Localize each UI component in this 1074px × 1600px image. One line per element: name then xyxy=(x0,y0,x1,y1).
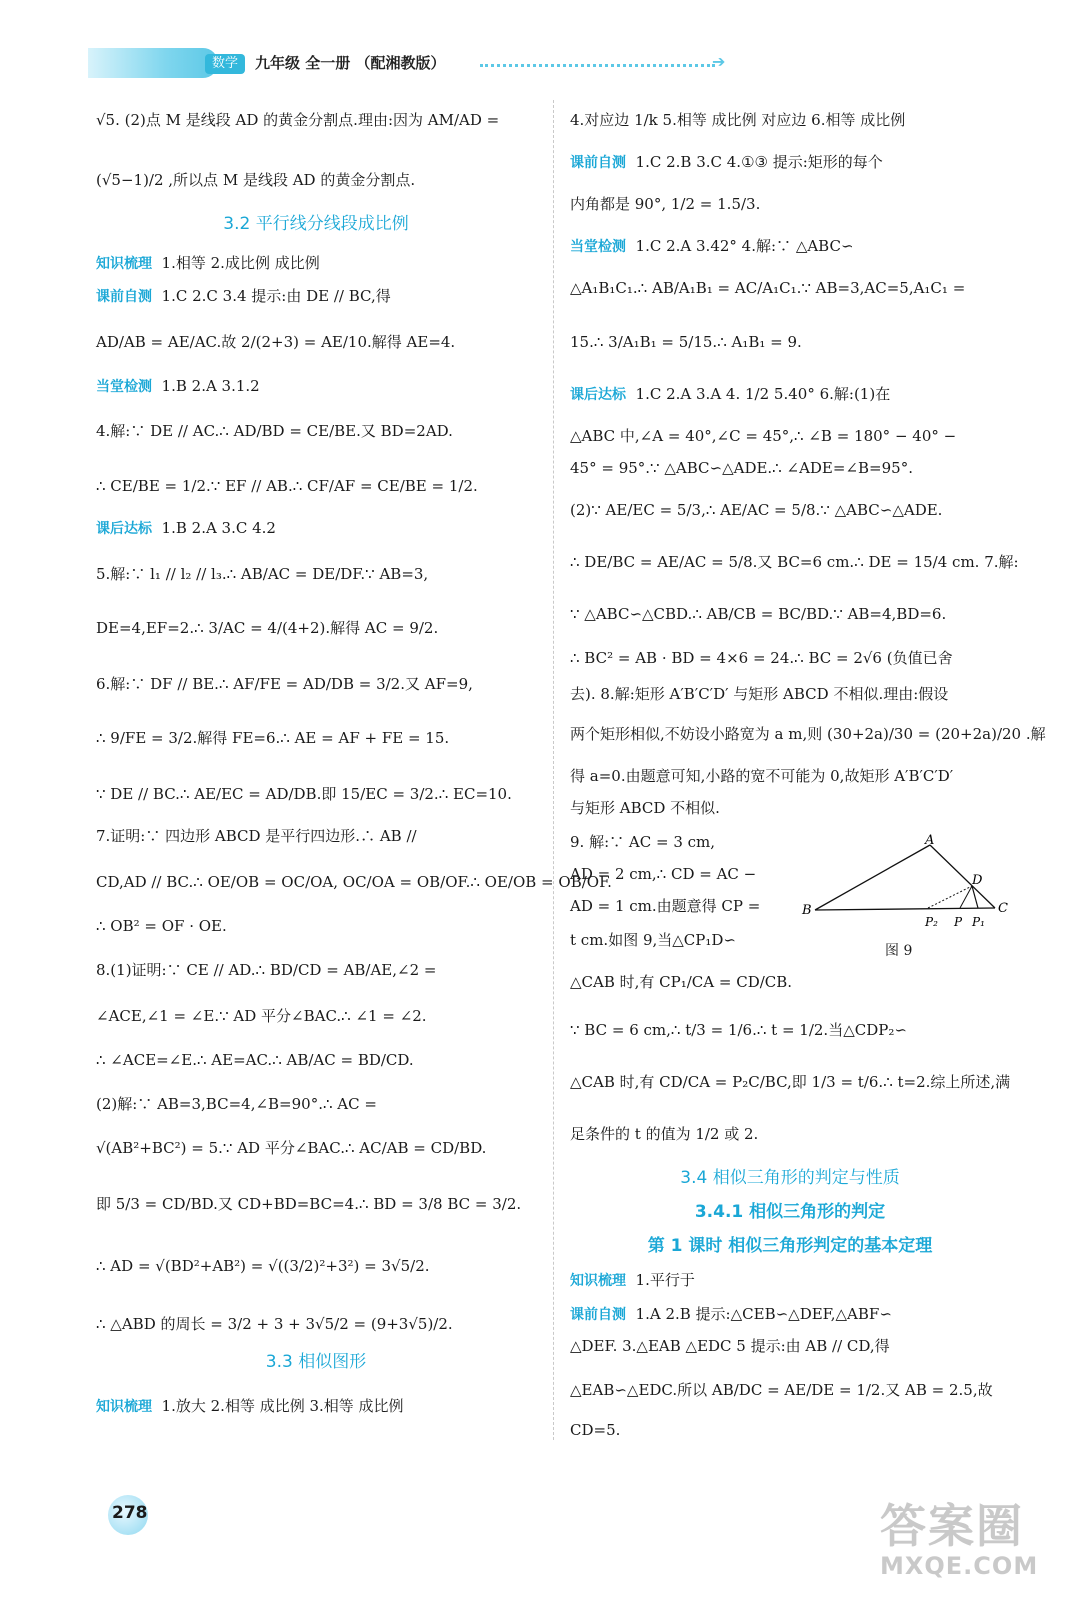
tag-after-class: 课后达标 xyxy=(570,387,626,403)
segment-BA xyxy=(815,845,930,910)
answer-line: t cm.如图 9,当△CP₁D∽ xyxy=(570,931,736,949)
header-dotted-line xyxy=(480,64,715,67)
section-title-3-4: 3.4 相似三角形的判定与性质 xyxy=(680,1168,900,1188)
answer-line: AD/AB = AE/AC.故 2/(2+3) = AE/10.解得 AE=4. xyxy=(96,333,456,351)
answer-line: 内角都是 90°, 1/2 = 1.5/3. xyxy=(570,195,761,213)
answer-line: 6.解:∵ DF // BE.∴ AF/FE = AD/DB = 3/2.又 AF=9, xyxy=(96,675,473,693)
answer-line: △DEF. 3.△EAB △EDC 5 提示:由 AB // CD,得 xyxy=(570,1337,890,1355)
answer-line: 1.B 2.A 3.1.2 xyxy=(161,377,260,395)
answer-line: ∴ AD = √(BD²+AB²) = √((3/2)²+3²) = 3√5/2. xyxy=(96,1257,430,1275)
tag-pretest: 课前自测 xyxy=(570,155,626,171)
answer-line: (√5−1)/2 ,所以点 M 是线段 AD 的黄金分割点. xyxy=(96,171,416,189)
answer-line: 与矩形 ABCD 不相似. xyxy=(570,799,720,817)
answer-line: △CAB 时,有 CP₁/CA = CD/CB. xyxy=(570,973,793,991)
label-C: C xyxy=(998,901,1008,916)
answer-line: ∴ △ABD 的周长 = 3/2 + 3 + 3√5/2 = (9+3√5)/2. xyxy=(96,1315,453,1333)
answer-line: ∴ CE/BE = 1/2.∵ EF // AB.∴ CF/AF = CE/BE = 1/2. xyxy=(96,477,478,495)
answer-line: ∵ DE // BC.∴ AE/EC = AD/DB.即 15/EC = 3/2.∴ EC=10. xyxy=(96,785,512,803)
answer-line: √5. (2)点 M 是线段 AD 的黄金分割点.理由:因为 AM/AD = xyxy=(96,111,500,129)
answer-line: ∴ DE/BC = AE/AC = 5/8.又 BC=6 cm.∴ DE = 15/4 cm. 7.解: xyxy=(570,553,1019,571)
answer-line: △EAB∽△EDC.所以 AB/DC = AE/DE = 1/2.又 AB = 2.5,故 xyxy=(570,1381,993,1399)
subject-badge: 数学 xyxy=(205,54,245,74)
answer-line: 4.对应边 1/k 5.相等 成比例 对应边 6.相等 成比例 xyxy=(570,111,906,129)
tag-knowledge: 知识梳理 xyxy=(570,1273,626,1289)
answer-line: △CAB 时,有 CD/CA = P₂C/BC,即 1/3 = t/6.∴ t=2.综上所述,满 xyxy=(570,1073,1011,1091)
answer-line: ∴ ∠ACE=∠E.∴ AE=AC.∴ AB/AC = BD/CD. xyxy=(96,1051,414,1069)
answer-line: 1.C 2.B 3.C 4.①③ 提示:矩形的每个 xyxy=(635,153,883,171)
segment-BC xyxy=(815,908,995,910)
arrow-right-icon: ➔ xyxy=(712,52,726,71)
tag-knowledge: 知识梳理 xyxy=(96,256,152,272)
answer-line: 1.A 2.B 提示:△CEB∽△DEF,△ABF∽ xyxy=(635,1305,892,1323)
page-header xyxy=(0,0,1074,100)
answer-line: 两个矩形相似,不妨设小路宽为 a m,则 (30+2a)/30 = (20+2a)/20 .解 xyxy=(570,725,1046,743)
answer-line: 1.B 2.A 3.C 4.2 xyxy=(161,519,276,537)
answer-line: AD = 1 cm.由题意得 CP = xyxy=(570,897,761,915)
answer-line: 8.(1)证明:∵ CE // AD.∴ BD/CD = AB/AE,∠2 = xyxy=(96,961,437,979)
answer-line: AD = 2 cm,∴ CD = AC − xyxy=(570,865,757,883)
tag-class-check: 当堂检测 xyxy=(570,239,626,255)
answer-line: 1.放大 2.相等 成比例 3.相等 成比例 xyxy=(161,1397,404,1415)
page-number-badge xyxy=(108,1495,148,1535)
answer-line: 5.解:∵ l₁ // l₂ // l₃.∴ AB/AC = DE/DF.∵ AB=3, xyxy=(96,565,429,583)
answer-line: 去). 8.解:矩形 A′B′C′D′ 与矩形 ABCD 不相似.理由:假设 xyxy=(570,685,949,703)
watermark-url: MXQE.COM xyxy=(880,1552,1039,1580)
answer-line: DE=4,EF=2.∴ 3/AC = 4/(4+2).解得 AC = 9/2. xyxy=(96,619,439,637)
book-title: 九年级 全一册 （配湘教版） xyxy=(255,54,446,72)
lesson-title: 第 1 课时 相似三角形判定的基本定理 xyxy=(647,1236,933,1256)
tag-pretest: 课前自测 xyxy=(96,289,152,305)
answer-line: 9. 解:∵ AC = 3 cm, xyxy=(570,833,716,851)
section-title-3-2: 3.2 平行线分线段成比例 xyxy=(223,214,409,234)
column-divider xyxy=(553,100,554,1440)
label-P1: P₁ xyxy=(972,915,985,929)
label-B: B xyxy=(802,903,812,918)
segment-AC xyxy=(930,845,995,908)
answer-line: 1.C 2.A 3.A 4. 1/2 5.40° 6.解:(1)在 xyxy=(635,385,891,403)
header-decoration-band xyxy=(88,48,218,78)
answer-line: (2)∵ AE/EC = 5/3,∴ AE/AC = 5/8.∵ △ABC∽△ADE. xyxy=(570,501,943,519)
page-number: 278 xyxy=(112,1503,148,1523)
answer-line: ∵ BC = 6 cm,∴ t/3 = 1/6.∴ t = 1/2.当△CDP₂∽ xyxy=(570,1021,907,1039)
tag-class-check: 当堂检测 xyxy=(96,379,152,395)
answer-line: √(AB²+BC²) = 5.∵ AD 平分∠BAC.∴ AC/AB = CD/BD. xyxy=(96,1139,487,1157)
tag-pretest: 课前自测 xyxy=(570,1307,626,1323)
answer-line: 得 a=0.由题意可知,小路的宽不可能为 0,故矩形 A′B′C′D′ xyxy=(570,767,954,785)
watermark xyxy=(880,1500,1060,1595)
label-A: A xyxy=(925,833,935,848)
answer-line: △ABC 中,∠A = 40°,∠C = 45°,∴ ∠B = 180° − 40° − xyxy=(570,427,957,445)
answer-line: CD=5. xyxy=(570,1421,621,1439)
answer-line: 1.平行于 xyxy=(635,1271,695,1289)
answer-line: 7.证明:∵ 四边形 ABCD 是平行四边形.∴ AB // xyxy=(96,827,417,845)
label-P: P xyxy=(954,915,963,929)
figure-caption: 图 9 xyxy=(885,943,913,959)
answer-line: (2)解:∵ AB=3,BC=4,∠B=90°.∴ AC = xyxy=(96,1095,377,1113)
answer-line: 1.相等 2.成比例 成比例 xyxy=(161,254,320,272)
answer-line: CD,AD // BC.∴ OE/OB = OC/OA, OC/OA = OB/OF.∴ OE/OB = OB/OF. xyxy=(96,873,612,891)
dotted-segment xyxy=(928,886,972,908)
segment-DP xyxy=(960,886,972,908)
label-D: D xyxy=(972,873,983,888)
answer-line: 足条件的 t 的值为 1/2 或 2. xyxy=(570,1125,759,1143)
answer-line: ∴ 9/FE = 3/2.解得 FE=6.∴ AE = AF + FE = 15. xyxy=(96,729,450,747)
answer-line: ∵ △ABC∽△CBD.∴ AB/CB = BC/BD.∵ AB=4,BD=6. xyxy=(570,605,947,623)
label-P2: P₂ xyxy=(925,915,938,929)
section-title-3-4-1: 3.4.1 相似三角形的判定 xyxy=(694,1202,886,1222)
answer-line: 15.∴ 3/A₁B₁ = 5/15.∴ A₁B₁ = 9. xyxy=(570,333,802,351)
answer-line: 1.C 2.C 3.4 提示:由 DE // BC,得 xyxy=(161,287,391,305)
answer-line: 4.解:∵ DE // AC.∴ AD/BD = CE/BE.又 BD=2AD. xyxy=(96,422,453,440)
answer-line: ∴ OB² = OF · OE. xyxy=(96,917,227,935)
watermark-logo: 答案圈 xyxy=(880,1499,1024,1553)
answer-line: ∠ACE,∠1 = ∠E.∵ AD 平分∠BAC.∴ ∠1 = ∠2. xyxy=(96,1007,427,1025)
answer-line: 即 5/3 = CD/BD.又 CD+BD=BC=4.∴ BD = 3/8 BC = 3/2. xyxy=(96,1195,522,1213)
answer-line: △A₁B₁C₁.∴ AB/A₁B₁ = AC/A₁C₁.∵ AB=3,AC=5,A₁C₁ = xyxy=(570,279,966,297)
answer-line: 45° = 95°.∵ △ABC∽△ADE.∴ ∠ADE=∠B=95°. xyxy=(570,459,913,477)
answer-line: 1.C 2.A 3.42° 4.解:∵ △ABC∽ xyxy=(635,237,854,255)
section-title-3-3: 3.3 相似图形 xyxy=(265,1352,367,1372)
tag-knowledge: 知识梳理 xyxy=(96,1399,152,1415)
answer-line: ∴ BC² = AB · BD = 4×6 = 24.∴ BC = 2√6 (负值已舍 xyxy=(570,649,953,667)
tag-after-class: 课后达标 xyxy=(96,521,152,537)
